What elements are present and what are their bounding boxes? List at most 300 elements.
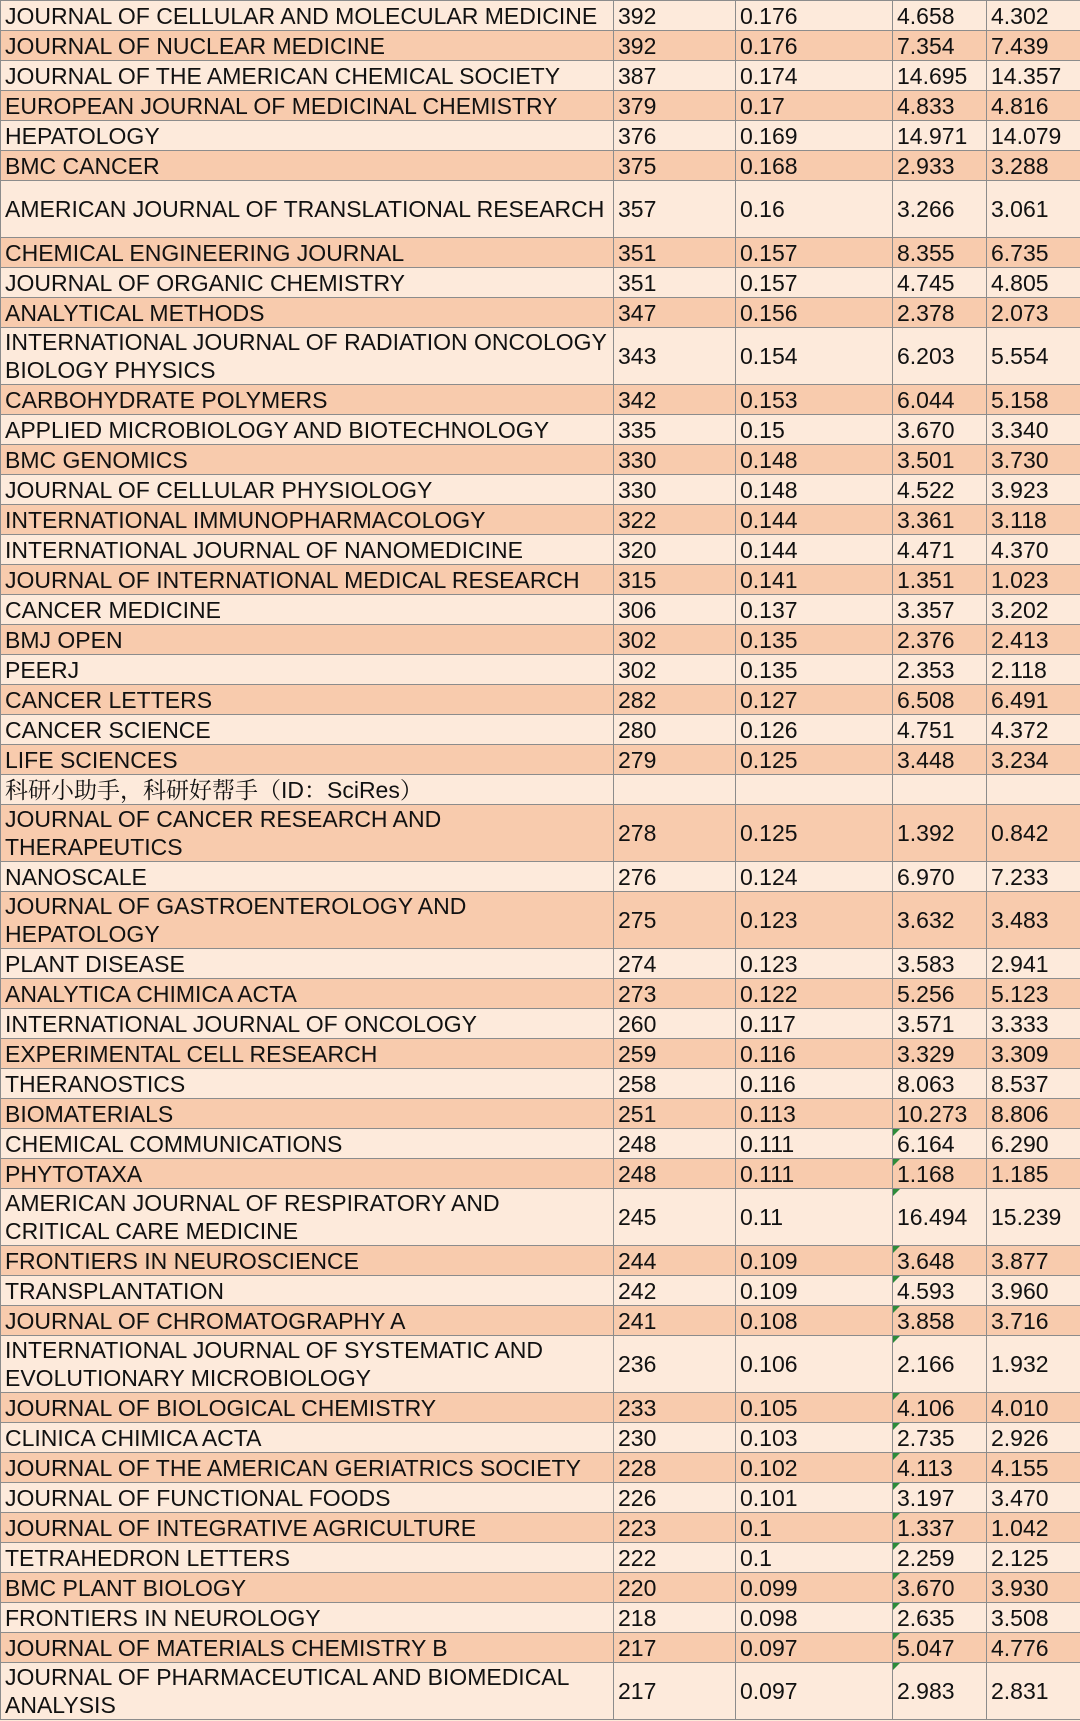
impact-factor-5yr-cell[interactable]: 15.239 (987, 1189, 1080, 1246)
journal-name-cell[interactable]: CANCER MEDICINE (1, 595, 614, 625)
impact-factor-5yr-cell[interactable]: 5.554 (987, 328, 1080, 385)
ratio-cell[interactable]: 0.141 (736, 565, 893, 595)
journal-name-cell[interactable]: NANOSCALE (1, 862, 614, 892)
impact-factor-cell[interactable]: 1.168 (893, 1159, 987, 1189)
impact-factor-cell[interactable]: 3.448 (893, 745, 987, 775)
impact-factor-cell[interactable]: 4.658 (893, 1, 987, 31)
impact-factor-cell[interactable]: 1.337 (893, 1513, 987, 1543)
impact-factor-cell[interactable]: 3.357 (893, 595, 987, 625)
journal-name-cell[interactable]: CHEMICAL ENGINEERING JOURNAL (1, 238, 614, 268)
journal-name-cell[interactable]: JOURNAL OF ORGANIC CHEMISTRY (1, 268, 614, 298)
impact-factor-5yr-cell[interactable]: 6.735 (987, 238, 1080, 268)
impact-factor-cell[interactable]: 3.858 (893, 1306, 987, 1336)
impact-factor-5yr-cell[interactable]: 1.042 (987, 1513, 1080, 1543)
ratio-cell[interactable]: 0.097 (736, 1663, 893, 1720)
impact-factor-cell[interactable]: 2.933 (893, 151, 987, 181)
count-cell[interactable]: 347 (614, 298, 736, 328)
journal-name-cell[interactable]: INTERNATIONAL JOURNAL OF SYSTEMATIC AND EVOLUTIONARY MICROBIOLOGY (1, 1336, 614, 1393)
count-cell[interactable]: 236 (614, 1336, 736, 1393)
ratio-cell[interactable]: 0.157 (736, 238, 893, 268)
impact-factor-5yr-cell[interactable]: 4.816 (987, 91, 1080, 121)
impact-factor-5yr-cell[interactable]: 2.926 (987, 1423, 1080, 1453)
table-row (1, 625, 1080, 655)
count-cell[interactable]: 330 (614, 445, 736, 475)
table-row (1, 1306, 1080, 1336)
impact-factor-cell[interactable]: 8.063 (893, 1069, 987, 1099)
ratio-cell[interactable]: 0.122 (736, 979, 893, 1009)
impact-factor-cell[interactable]: 5.047 (893, 1633, 987, 1663)
impact-factor-cell[interactable]: 3.361 (893, 505, 987, 535)
impact-factor-5yr-cell[interactable]: 2.831 (987, 1663, 1080, 1720)
impact-factor-5yr-cell[interactable]: 3.333 (987, 1009, 1080, 1039)
ratio-cell[interactable]: 0.168 (736, 151, 893, 181)
journal-name-cell[interactable]: JOURNAL OF NUCLEAR MEDICINE (1, 31, 614, 61)
table-row (1, 565, 1080, 595)
impact-factor-5yr-cell[interactable]: 2.941 (987, 949, 1080, 979)
table-row (1, 91, 1080, 121)
ratio-cell[interactable]: 0.127 (736, 685, 893, 715)
watermark-text[interactable]: 科研小助手，科研好帮手（ID：SciRes） (1, 775, 614, 805)
impact-factor-cell[interactable]: 5.256 (893, 979, 987, 1009)
journal-name-cell[interactable]: BMC CANCER (1, 151, 614, 181)
table-row (1, 862, 1080, 892)
table-row (1, 892, 1080, 949)
table-row (1, 238, 1080, 268)
table-row (1, 1189, 1080, 1246)
count-cell[interactable]: 330 (614, 475, 736, 505)
table-row (1, 1, 1080, 31)
journal-name-cell[interactable]: FRONTIERS IN NEUROLOGY (1, 1603, 614, 1633)
impact-factor-cell[interactable]: 6.044 (893, 385, 987, 415)
ratio-cell[interactable]: 0.135 (736, 655, 893, 685)
ratio-cell[interactable]: 0.097 (736, 1633, 893, 1663)
count-cell[interactable]: 226 (614, 1483, 736, 1513)
journal-name-cell[interactable]: CLINICA CHIMICA ACTA (1, 1423, 614, 1453)
journal-name-cell[interactable]: JOURNAL OF INTEGRATIVE AGRICULTURE (1, 1513, 614, 1543)
count-cell[interactable]: 242 (614, 1276, 736, 1306)
table-row (1, 655, 1080, 685)
impact-factor-5yr-cell[interactable]: 3.340 (987, 415, 1080, 445)
table-row (1, 805, 1080, 862)
table-row (1, 1453, 1080, 1483)
journal-name-cell[interactable]: BMC PLANT BIOLOGY (1, 1573, 614, 1603)
ratio-cell[interactable]: 0.148 (736, 445, 893, 475)
ratio-cell[interactable]: 0.108 (736, 1306, 893, 1336)
table-row (1, 1393, 1080, 1423)
count-cell[interactable]: 233 (614, 1393, 736, 1423)
journal-name-cell[interactable]: JOURNAL OF CHROMATOGRAPHY A (1, 1306, 614, 1336)
impact-factor-5yr-cell[interactable]: 3.288 (987, 151, 1080, 181)
table-row (1, 1663, 1080, 1720)
count-cell[interactable]: 315 (614, 565, 736, 595)
count-cell[interactable]: 392 (614, 1, 736, 31)
journal-name-cell[interactable]: ANALYTICAL METHODS (1, 298, 614, 328)
ratio-cell[interactable]: 0.124 (736, 862, 893, 892)
journal-name-cell[interactable]: LIFE SCIENCES (1, 745, 614, 775)
impact-factor-cell[interactable]: 3.329 (893, 1039, 987, 1069)
impact-factor-cell[interactable]: 2.983 (893, 1663, 987, 1720)
journal-name-cell[interactable]: CARBOHYDRATE POLYMERS (1, 385, 614, 415)
table-row (1, 151, 1080, 181)
ratio-cell[interactable]: 0.125 (736, 745, 893, 775)
table-row (1, 385, 1080, 415)
table-row (1, 31, 1080, 61)
count-cell[interactable]: 342 (614, 385, 736, 415)
ratio-cell[interactable]: 0.098 (736, 1603, 893, 1633)
impact-factor-cell[interactable]: 14.971 (893, 121, 987, 151)
impact-factor-cell[interactable]: 6.203 (893, 328, 987, 385)
ratio-cell[interactable]: 0.15 (736, 415, 893, 445)
journal-name-cell[interactable]: CANCER SCIENCE (1, 715, 614, 745)
ratio-cell[interactable]: 0.105 (736, 1393, 893, 1423)
ratio-cell[interactable]: 0.126 (736, 715, 893, 745)
count-cell[interactable]: 251 (614, 1099, 736, 1129)
impact-factor-5yr-cell[interactable]: 3.930 (987, 1573, 1080, 1603)
ratio-cell[interactable]: 0.109 (736, 1276, 893, 1306)
impact-factor-5yr-cell[interactable]: 4.302 (987, 1, 1080, 31)
table-row (1, 1573, 1080, 1603)
impact-factor-cell[interactable]: 3.670 (893, 1573, 987, 1603)
table-row (1, 979, 1080, 1009)
impact-factor-5yr-cell[interactable]: 5.123 (987, 979, 1080, 1009)
journal-name-cell[interactable]: BIOMATERIALS (1, 1099, 614, 1129)
table-row (1, 535, 1080, 565)
table-row (1, 1513, 1080, 1543)
impact-factor-5yr-cell[interactable]: 3.923 (987, 475, 1080, 505)
impact-factor-5yr-cell[interactable]: 0.842 (987, 805, 1080, 862)
impact-factor-5yr-cell[interactable]: 2.073 (987, 298, 1080, 328)
table-row (1, 1009, 1080, 1039)
count-cell[interactable]: 375 (614, 151, 736, 181)
impact-factor-5yr-cell[interactable]: 4.372 (987, 715, 1080, 745)
count-cell[interactable]: 276 (614, 862, 736, 892)
impact-factor-5yr-cell[interactable]: 4.370 (987, 535, 1080, 565)
impact-factor-5yr-cell[interactable]: 8.537 (987, 1069, 1080, 1099)
impact-factor-5yr-cell[interactable]: 1.932 (987, 1336, 1080, 1393)
count-cell[interactable]: 245 (614, 1189, 736, 1246)
table-row (1, 1423, 1080, 1453)
ratio-cell[interactable]: 0.116 (736, 1069, 893, 1099)
table-row (1, 715, 1080, 745)
impact-factor-cell[interactable]: 3.571 (893, 1009, 987, 1039)
count-cell[interactable]: 387 (614, 61, 736, 91)
table-row (1, 1276, 1080, 1306)
ratio-cell[interactable]: 0.176 (736, 31, 893, 61)
impact-factor-5yr-cell[interactable]: 6.491 (987, 685, 1080, 715)
journal-name-cell[interactable]: PLANT DISEASE (1, 949, 614, 979)
impact-factor-cell[interactable]: 3.648 (893, 1246, 987, 1276)
journal-name-cell[interactable]: JOURNAL OF BIOLOGICAL CHEMISTRY (1, 1393, 614, 1423)
journal-name-cell[interactable]: JOURNAL OF FUNCTIONAL FOODS (1, 1483, 614, 1513)
journal-name-cell[interactable]: JOURNAL OF THE AMERICAN CHEMICAL SOCIETY (1, 61, 614, 91)
count-cell[interactable]: 282 (614, 685, 736, 715)
impact-factor-cell[interactable]: 1.351 (893, 565, 987, 595)
ratio-cell[interactable]: 0.137 (736, 595, 893, 625)
ratio-cell[interactable]: 0.123 (736, 892, 893, 949)
count-cell[interactable]: 302 (614, 655, 736, 685)
count-cell[interactable]: 244 (614, 1246, 736, 1276)
table-row (1, 1069, 1080, 1099)
impact-factor-cell[interactable]: 2.635 (893, 1603, 987, 1633)
count-cell[interactable]: 274 (614, 949, 736, 979)
impact-factor-cell[interactable]: 10.273 (893, 1099, 987, 1129)
table-row (1, 745, 1080, 775)
journal-name-cell[interactable]: CANCER LETTERS (1, 685, 614, 715)
impact-factor-5yr-cell[interactable]: 7.439 (987, 31, 1080, 61)
impact-factor-cell[interactable]: 4.745 (893, 268, 987, 298)
impact-factor-5yr-cell[interactable]: 3.202 (987, 595, 1080, 625)
ratio-cell[interactable]: 0.1 (736, 1543, 893, 1573)
ratio-cell[interactable]: 0.153 (736, 385, 893, 415)
ratio-cell[interactable]: 0.144 (736, 535, 893, 565)
count-cell[interactable]: 259 (614, 1039, 736, 1069)
impact-factor-5yr-cell[interactable]: 2.413 (987, 625, 1080, 655)
ratio-cell[interactable]: 0.101 (736, 1483, 893, 1513)
impact-factor-5yr-cell[interactable]: 4.010 (987, 1393, 1080, 1423)
count-cell[interactable]: 351 (614, 238, 736, 268)
journal-name-cell[interactable]: JOURNAL OF THE AMERICAN GERIATRICS SOCIETY (1, 1453, 614, 1483)
impact-factor-5yr-cell[interactable]: 3.483 (987, 892, 1080, 949)
journal-name-cell[interactable]: EUROPEAN JOURNAL OF MEDICINAL CHEMISTRY (1, 91, 614, 121)
ratio-cell[interactable]: 0.111 (736, 1129, 893, 1159)
impact-factor-cell[interactable]: 6.508 (893, 685, 987, 715)
ratio-cell[interactable]: 0.099 (736, 1573, 893, 1603)
ratio-cell[interactable]: 0.123 (736, 949, 893, 979)
impact-factor-cell[interactable]: 4.106 (893, 1393, 987, 1423)
count-cell[interactable]: 217 (614, 1633, 736, 1663)
table-row (1, 1159, 1080, 1189)
table-row (1, 1633, 1080, 1663)
impact-factor-cell[interactable]: 3.266 (893, 181, 987, 238)
table-row (1, 1543, 1080, 1573)
ratio-cell[interactable]: 0.156 (736, 298, 893, 328)
count-cell[interactable]: 302 (614, 625, 736, 655)
journal-name-cell[interactable]: AMERICAN JOURNAL OF TRANSLATIONAL RESEARCH (1, 181, 614, 238)
count-cell[interactable]: 248 (614, 1129, 736, 1159)
impact-factor-cell[interactable]: 14.695 (893, 61, 987, 91)
table-row (1, 328, 1080, 385)
table-row (1, 121, 1080, 151)
impact-factor-cell[interactable]: 8.355 (893, 238, 987, 268)
count-cell[interactable]: 228 (614, 1453, 736, 1483)
ratio-cell[interactable]: 0.1 (736, 1513, 893, 1543)
impact-factor-5yr-cell[interactable]: 3.960 (987, 1276, 1080, 1306)
impact-factor-5yr-cell[interactable]: 14.079 (987, 121, 1080, 151)
impact-factor-5yr-cell[interactable]: 1.023 (987, 565, 1080, 595)
count-cell[interactable]: 279 (614, 745, 736, 775)
journal-name-cell[interactable]: TRANSPLANTATION (1, 1276, 614, 1306)
impact-factor-5yr-cell[interactable]: 2.125 (987, 1543, 1080, 1573)
journal-name-cell[interactable]: BMC GENOMICS (1, 445, 614, 475)
journal-name-cell[interactable]: FRONTIERS IN NEUROSCIENCE (1, 1246, 614, 1276)
count-cell[interactable]: 376 (614, 121, 736, 151)
impact-factor-cell[interactable]: 4.522 (893, 475, 987, 505)
ratio-cell[interactable]: 0.169 (736, 121, 893, 151)
impact-factor-5yr-cell[interactable]: 3.716 (987, 1306, 1080, 1336)
impact-factor-cell[interactable]: 7.354 (893, 31, 987, 61)
ratio-cell[interactable]: 0.148 (736, 475, 893, 505)
journal-name-cell[interactable]: JOURNAL OF CELLULAR AND MOLECULAR MEDICINE (1, 1, 614, 31)
count-cell[interactable]: 280 (614, 715, 736, 745)
impact-factor-5yr-cell[interactable]: 3.470 (987, 1483, 1080, 1513)
journal-name-cell[interactable]: TETRAHEDRON LETTERS (1, 1543, 614, 1573)
impact-factor-cell[interactable]: 4.471 (893, 535, 987, 565)
count-cell[interactable]: 230 (614, 1423, 736, 1453)
journal-name-cell[interactable]: JOURNAL OF MATERIALS CHEMISTRY B (1, 1633, 614, 1663)
ratio-cell[interactable]: 0.176 (736, 1, 893, 31)
impact-factor-cell[interactable]: 4.593 (893, 1276, 987, 1306)
table-row (1, 1129, 1080, 1159)
impact-factor-cell[interactable]: 16.494 (893, 1189, 987, 1246)
table-row (1, 1246, 1080, 1276)
ratio-cell[interactable]: 0.154 (736, 328, 893, 385)
table-row (1, 298, 1080, 328)
journal-name-cell[interactable]: JOURNAL OF GASTROENTEROLOGY AND HEPATOLOGY (1, 892, 614, 949)
impact-factor-cell[interactable]: 2.353 (893, 655, 987, 685)
impact-factor-cell[interactable]: 2.378 (893, 298, 987, 328)
ratio-cell[interactable]: 0.17 (736, 91, 893, 121)
ratio-cell[interactable]: 0.113 (736, 1099, 893, 1129)
count-cell[interactable]: 217 (614, 1663, 736, 1720)
table-row (1, 1483, 1080, 1513)
impact-factor-5yr-cell[interactable] (987, 775, 1080, 805)
impact-factor-cell[interactable]: 3.583 (893, 949, 987, 979)
journal-name-cell[interactable]: INTERNATIONAL IMMUNOPHARMACOLOGY (1, 505, 614, 535)
ratio-cell[interactable]: 0.125 (736, 805, 893, 862)
count-cell[interactable]: 260 (614, 1009, 736, 1039)
journal-name-cell[interactable]: JOURNAL OF PHARMACEUTICAL AND BIOMEDICAL ANALYSIS (1, 1663, 614, 1720)
table-row (1, 415, 1080, 445)
journal-name-cell[interactable]: CHEMICAL COMMUNICATIONS (1, 1129, 614, 1159)
count-cell[interactable]: 322 (614, 505, 736, 535)
journal-name-cell[interactable]: THERANOSTICS (1, 1069, 614, 1099)
journal-name-cell[interactable]: JOURNAL OF CANCER RESEARCH AND THERAPEUTICS (1, 805, 614, 862)
impact-factor-cell[interactable]: 3.501 (893, 445, 987, 475)
impact-factor-5yr-cell[interactable]: 3.730 (987, 445, 1080, 475)
ratio-cell[interactable]: 0.157 (736, 268, 893, 298)
table-row (1, 685, 1080, 715)
journal-name-cell[interactable]: APPLIED MICROBIOLOGY AND BIOTECHNOLOGY (1, 415, 614, 445)
journal-name-cell[interactable]: AMERICAN JOURNAL OF RESPIRATORY AND CRITICAL CARE MEDICINE (1, 1189, 614, 1246)
table-row (1, 1603, 1080, 1633)
impact-factor-cell[interactable]: 2.735 (893, 1423, 987, 1453)
impact-factor-cell[interactable]: 6.164 (893, 1129, 987, 1159)
count-cell[interactable]: 306 (614, 595, 736, 625)
impact-factor-cell[interactable]: 2.166 (893, 1336, 987, 1393)
watermark-row (1, 775, 1080, 805)
ratio-cell[interactable]: 0.103 (736, 1423, 893, 1453)
impact-factor-cell[interactable]: 4.113 (893, 1453, 987, 1483)
journal-name-cell[interactable]: HEPATOLOGY (1, 121, 614, 151)
count-cell[interactable]: 241 (614, 1306, 736, 1336)
count-cell[interactable]: 278 (614, 805, 736, 862)
count-cell[interactable] (614, 775, 736, 805)
journal-table-body (1, 1, 1080, 1720)
impact-factor-cell[interactable] (893, 775, 987, 805)
impact-factor-5yr-cell[interactable]: 6.290 (987, 1129, 1080, 1159)
impact-factor-5yr-cell[interactable]: 2.118 (987, 655, 1080, 685)
table-row (1, 475, 1080, 505)
journal-name-cell[interactable]: INTERNATIONAL JOURNAL OF ONCOLOGY (1, 1009, 614, 1039)
ratio-cell[interactable]: 0.117 (736, 1009, 893, 1039)
table-row (1, 1039, 1080, 1069)
impact-factor-cell[interactable]: 2.259 (893, 1543, 987, 1573)
ratio-cell[interactable]: 0.16 (736, 181, 893, 238)
impact-factor-5yr-cell[interactable]: 4.155 (987, 1453, 1080, 1483)
count-cell[interactable]: 248 (614, 1159, 736, 1189)
impact-factor-5yr-cell[interactable]: 14.357 (987, 61, 1080, 91)
journal-name-cell[interactable]: JOURNAL OF INTERNATIONAL MEDICAL RESEARCH (1, 565, 614, 595)
count-cell[interactable]: 258 (614, 1069, 736, 1099)
count-cell[interactable]: 351 (614, 268, 736, 298)
impact-factor-cell[interactable]: 4.833 (893, 91, 987, 121)
journal-name-cell[interactable]: JOURNAL OF CELLULAR PHYSIOLOGY (1, 475, 614, 505)
count-cell[interactable]: 392 (614, 31, 736, 61)
count-cell[interactable]: 220 (614, 1573, 736, 1603)
table-row (1, 268, 1080, 298)
ratio-cell[interactable]: 0.135 (736, 625, 893, 655)
ratio-cell[interactable]: 0.144 (736, 505, 893, 535)
ratio-cell[interactable]: 0.111 (736, 1159, 893, 1189)
impact-factor-cell[interactable]: 3.670 (893, 415, 987, 445)
impact-factor-5yr-cell[interactable]: 3.061 (987, 181, 1080, 238)
impact-factor-5yr-cell[interactable]: 4.805 (987, 268, 1080, 298)
count-cell[interactable]: 379 (614, 91, 736, 121)
ratio-cell[interactable]: 0.174 (736, 61, 893, 91)
journal-name-cell[interactable]: EXPERIMENTAL CELL RESEARCH (1, 1039, 614, 1069)
impact-factor-5yr-cell[interactable]: 3.309 (987, 1039, 1080, 1069)
ratio-cell[interactable]: 0.109 (736, 1246, 893, 1276)
ratio-cell[interactable]: 0.116 (736, 1039, 893, 1069)
impact-factor-5yr-cell[interactable]: 3.118 (987, 505, 1080, 535)
table-row (1, 445, 1080, 475)
impact-factor-cell[interactable]: 4.751 (893, 715, 987, 745)
count-cell[interactable]: 335 (614, 415, 736, 445)
impact-factor-cell[interactable]: 6.970 (893, 862, 987, 892)
journal-name-cell[interactable]: INTERNATIONAL JOURNAL OF RADIATION ONCOLOGY BIOLOGY PHYSICS (1, 328, 614, 385)
impact-factor-cell[interactable]: 3.632 (893, 892, 987, 949)
journal-name-cell[interactable]: PEERJ (1, 655, 614, 685)
count-cell[interactable]: 357 (614, 181, 736, 238)
count-cell[interactable]: 218 (614, 1603, 736, 1633)
impact-factor-cell[interactable]: 2.376 (893, 625, 987, 655)
journal-name-cell[interactable]: ANALYTICA CHIMICA ACTA (1, 979, 614, 1009)
journal-name-cell[interactable]: BMJ OPEN (1, 625, 614, 655)
impact-factor-5yr-cell[interactable]: 3.234 (987, 745, 1080, 775)
journal-name-cell[interactable]: PHYTOTAXA (1, 1159, 614, 1189)
impact-factor-5yr-cell[interactable]: 4.776 (987, 1633, 1080, 1663)
count-cell[interactable]: 343 (614, 328, 736, 385)
impact-factor-cell[interactable]: 1.392 (893, 805, 987, 862)
count-cell[interactable]: 275 (614, 892, 736, 949)
ratio-cell[interactable] (736, 775, 893, 805)
journal-name-cell[interactable]: INTERNATIONAL JOURNAL OF NANOMEDICINE (1, 535, 614, 565)
impact-factor-5yr-cell[interactable]: 8.806 (987, 1099, 1080, 1129)
impact-factor-5yr-cell[interactable]: 7.233 (987, 862, 1080, 892)
impact-factor-5yr-cell[interactable]: 5.158 (987, 385, 1080, 415)
ratio-cell[interactable]: 0.102 (736, 1453, 893, 1483)
count-cell[interactable]: 223 (614, 1513, 736, 1543)
count-cell[interactable]: 222 (614, 1543, 736, 1573)
impact-factor-5yr-cell[interactable]: 1.185 (987, 1159, 1080, 1189)
ratio-cell[interactable]: 0.11 (736, 1189, 893, 1246)
count-cell[interactable]: 320 (614, 535, 736, 565)
impact-factor-cell[interactable]: 3.197 (893, 1483, 987, 1513)
count-cell[interactable]: 273 (614, 979, 736, 1009)
ratio-cell[interactable]: 0.106 (736, 1336, 893, 1393)
impact-factor-5yr-cell[interactable]: 3.508 (987, 1603, 1080, 1633)
impact-factor-5yr-cell[interactable]: 3.877 (987, 1246, 1080, 1276)
